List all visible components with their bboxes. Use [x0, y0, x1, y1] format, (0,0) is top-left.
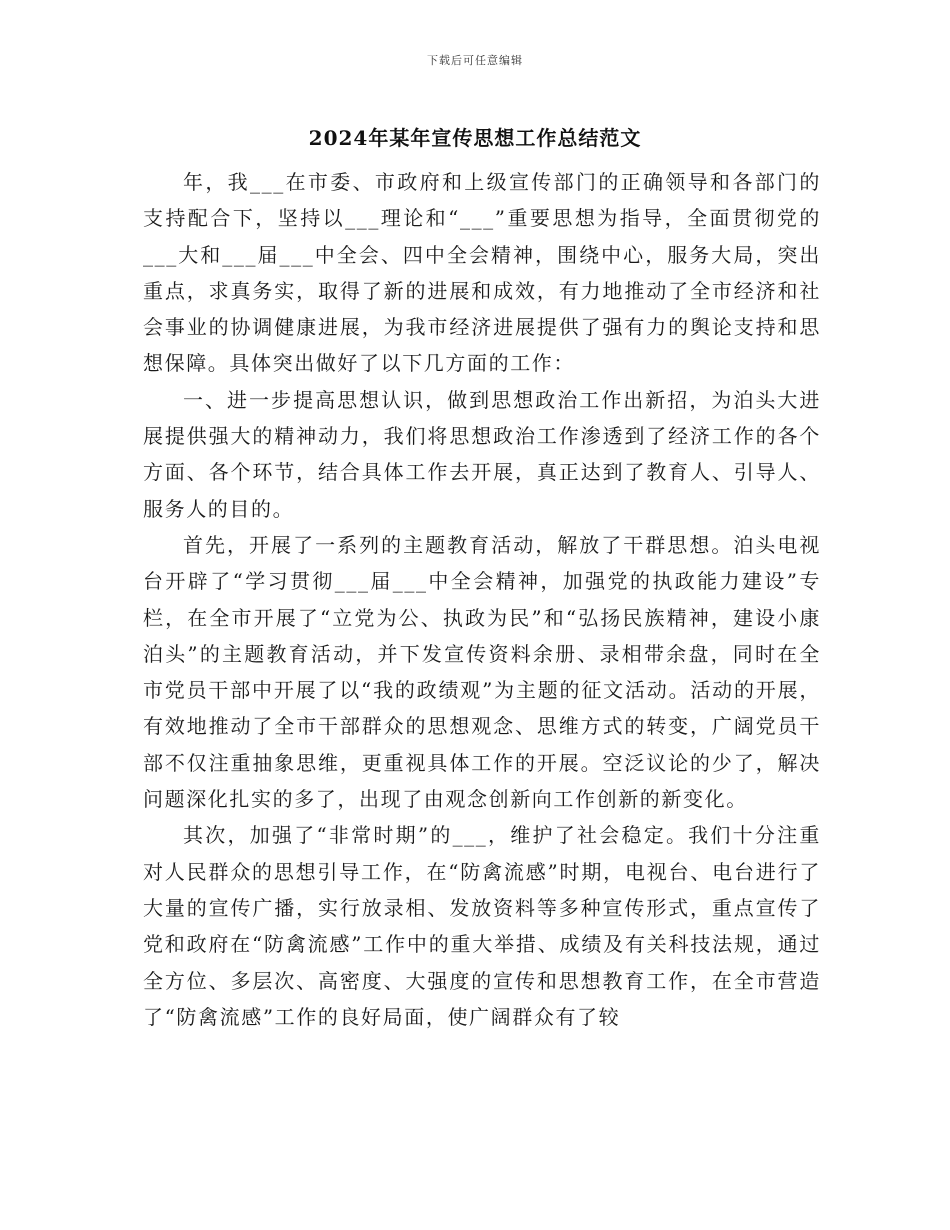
- paragraph: 一、进一步提高思想认识，做到思想政治工作出新招，为泊头大进展提供强大的精神动力，我们将思想政治工作渗透到了经济工作的各个方面、各个环节，结合具体工作去开展，真正达到了教育人、引导人、服务人的目的。: [143, 387, 821, 521]
- header-note: 下载后可任意编辑: [427, 54, 523, 67]
- paragraph: 其次，加强了“非常时期”的___，维护了社会稳定。我们十分注重对人民群众的思想引导工作，在“防禽流感”时期，电视台、电台进行了大量的宣传广播，实行放录相、发放资料等多种宣传形式，重点宣传了党和政府在“防禽流感”工作中的重大举措、成绩及有关科技法规，通过全方位、多层次、高密度、大强度的宣传和思想教育工作，在全市营造了“防禽流感”工作的良好局面，使广阔群众有了较: [143, 823, 821, 1029]
- document-title: 2024年某年宣传思想工作总结范文: [308, 126, 642, 150]
- document-body: [143, 164, 821, 1035]
- paragraph: 首先，开展了一系列的主题教育活动，解放了干群思想。泊头电视台开辟了“学习贯彻___届___中全会精神，加强党的执政能力建设”专栏，在全市开展了“立党为公、执政为民”和“弘扬民族精神，建设小康泊头”的主题教育活动，并下发宣传资料余册、录相带余盘，同时在全市党员干部中开展了以“我的政绩观”为主题的征文活动。活动的开展，有效地推动了全市干部群众的思想观念、思维方式的转变，广阔党员干部不仅注重抽象思维，更重视具体工作的开展。空泛议论的少了，解决问题深化扎实的多了，出现了由观念创新向工作创新的新变化。: [143, 532, 821, 812]
- paragraph: 年，我___在市委、市政府和上级宣传部门的正确领导和各部门的支持配合下，坚持以___理论和“___”重要思想为指导，全面贯彻党的___大和___届___中全会、四中全会精神，围绕中心，服务大局，突出重点，求真务实，取得了新的进展和成效，有力地推动了全市经济和社会事业的协调健康进展，为我市经济进展提供了强有力的舆论支持和思想保障。具体突出做好了以下几方面的工作：: [143, 170, 821, 376]
